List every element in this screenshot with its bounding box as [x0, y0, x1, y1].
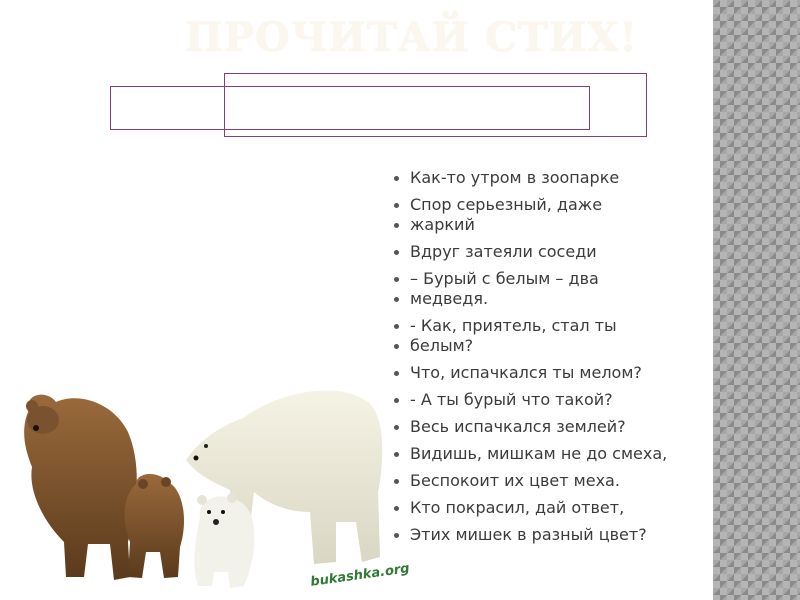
- poem-line-cont: медведя.: [392, 289, 712, 309]
- polar-cub-icon: [194, 493, 254, 588]
- poem-line: Спор серьезный, даже: [392, 195, 712, 215]
- poem-line: – Бурый с белым – два: [392, 269, 712, 289]
- poem-line: Кто покрасил, дай ответ,: [392, 498, 712, 518]
- brown-cub-icon: [125, 474, 184, 578]
- poem-line: Беспокоит их цвет меха.: [392, 471, 712, 491]
- side-pattern: [713, 0, 800, 600]
- poem-line: Весь испачкался землей?: [392, 417, 712, 437]
- poem-list: [392, 168, 712, 552]
- poem-line: Видишь, мишкам не до смеха,: [392, 444, 712, 464]
- poem-line: - А ты бурый что такой?: [392, 390, 712, 410]
- poem-line: - Как, приятель, стал ты: [392, 316, 712, 336]
- poem-line-cont: белым?: [392, 336, 712, 356]
- watermark: bukashka.org: [309, 561, 411, 590]
- poem-line: Этих мишек в разный цвет?: [392, 525, 712, 545]
- slide-title: ПРОЧИТАЙ СТИХ!: [185, 14, 639, 61]
- poem-line-cont: жаркий: [392, 215, 712, 235]
- subtitle-placeholder-frame: [224, 73, 647, 137]
- poem-line: Что, испачкался ты мелом?: [392, 363, 712, 383]
- poem-line: Вдруг затеяли соседи: [392, 242, 712, 262]
- bears-illustration: [18, 372, 390, 598]
- poem-line: Как-то утром в зоопарке: [392, 168, 712, 188]
- brown-bear-icon: [24, 395, 137, 580]
